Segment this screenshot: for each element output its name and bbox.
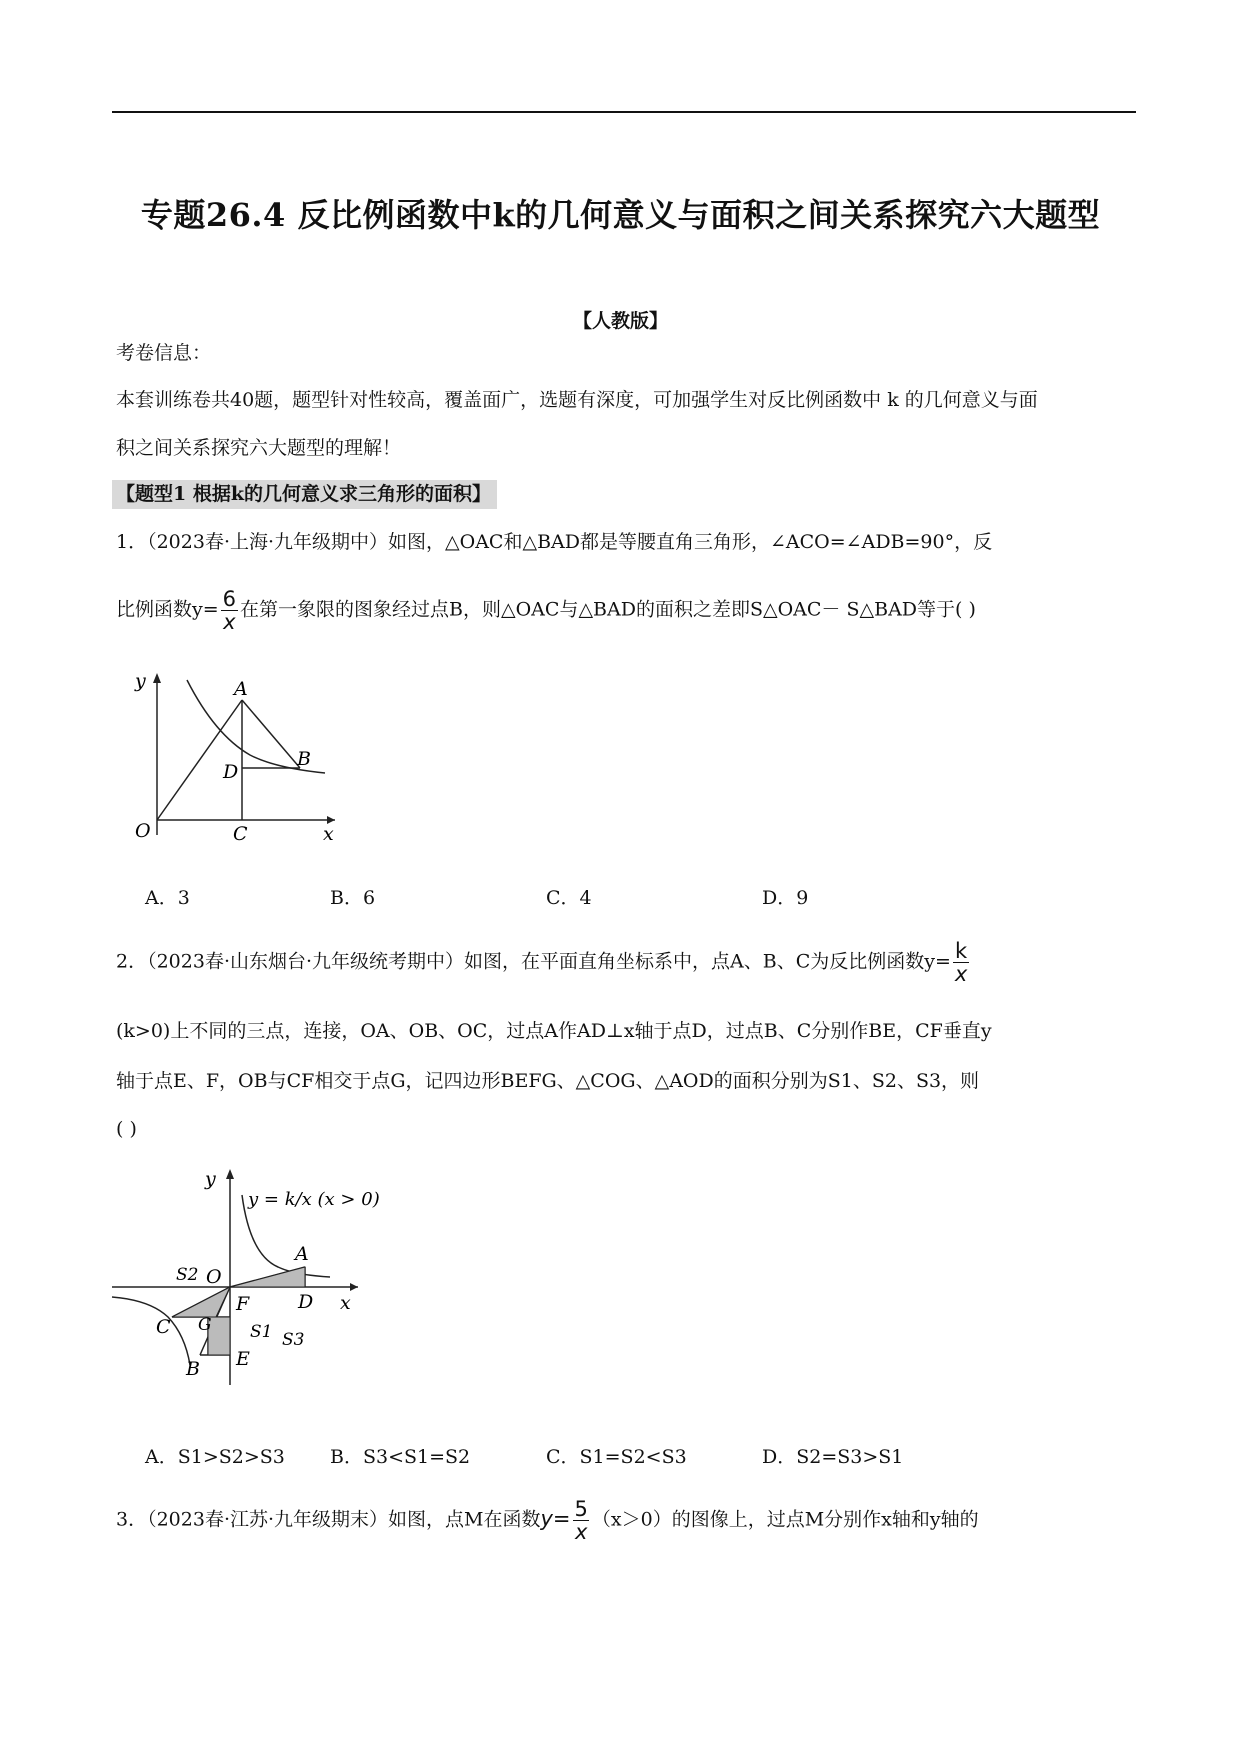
q2-line-3: 轴于点E、F，OB与CF相交于点G，记四边形BEFG、△COG、△AOD的面积分别为S1、S2、S3，则 [116,1070,980,1092]
q1-label-x: x [323,823,334,845]
intro-line-2: 积之间关系探究六大题型的理解！ [116,437,402,459]
q3-frac-lhs: y= [540,1506,571,1531]
q2-label-B: B [186,1358,200,1380]
q2-option-b[interactable]: B．S3<S1=S2 [330,1446,471,1468]
q2-option-a[interactable]: A．S1>S2>S3 [145,1446,285,1468]
q1-line-2 [116,588,976,633]
q2-frac-den: x [954,962,968,987]
exam-info-label: 考卷信息： [116,342,212,364]
section-heading-1: 【题型1 根据k的几何意义求三角形的面积】 [112,480,497,509]
q2-label-S3: S3 [282,1330,305,1350]
q1-label-B: B [297,748,311,770]
q1-label-O: O [135,820,151,842]
q2-line-4: ( ) [116,1118,137,1140]
q1-fraction [221,588,238,633]
q2-label-E: E [236,1348,250,1370]
q2-option-c[interactable]: C．S1=S2<S3 [546,1446,687,1468]
q1-option-d[interactable]: D．9 [762,887,809,909]
q2-equation: y = k/x (x > 0) [248,1189,380,1210]
q3-line-1 [116,1498,979,1543]
q2-fraction [953,940,969,985]
q1-figure [125,665,350,845]
page-title: 专题26.4 反比例函数中k的几何意义与面积之间关系探究六大题型 [140,196,1101,234]
top-rule [112,111,1136,113]
q2-line-1-pre: 2．（2023春·山东烟台·九年级统考期中）如图，在平面直角坐标系中，点A、B、C为反比例函数y= [116,950,951,973]
edition-label: 【人教版】 [572,310,668,332]
q1-line-2-post: 在第一象限的图象经过点B，则△OAC与△BAD的面积之差即S△OAC－ S△BAD等于( ) [240,598,976,621]
q2-label-A: A [295,1243,309,1265]
q3-line-1-post: （x＞0）的图像上，过点M分别作x轴和y轴的 [591,1508,979,1531]
q3-fraction [573,1498,590,1543]
q3-line-1-pre: 3．（2023春·江苏·九年级期末）如图，点M在函数 [116,1508,541,1531]
q2-label-S2: S2 [176,1265,199,1285]
q2-label-C: C [156,1316,171,1338]
q1-label-y: y [135,670,146,692]
q2-label-x: x [340,1292,351,1314]
q2-label-S1: S1 [250,1322,273,1342]
q3-frac-num: 5 [574,1497,588,1521]
q2-line-1 [116,940,971,985]
q2-label-G: G [198,1315,212,1335]
q1-option-a[interactable]: A．3 [145,887,190,909]
q2-option-d[interactable]: D．S2=S3>S1 [762,1446,904,1468]
intro-line-1: 本套训练卷共40题，题型针对性较高，覆盖面广，选题有深度，可加强学生对反比例函数中 k 的几何意义与面 [116,389,1038,411]
q2-label-F: F [236,1293,250,1315]
q1-line-2-pre: 比例函数y= [116,598,219,621]
q2-label-y: y [205,1168,216,1190]
q1-line-1: 1．（2023春·上海·九年级期中）如图，△OAC和△BAD都是等腰直角三角形，∠ACO=∠ADB=90°，反 [116,531,993,553]
q1-option-c[interactable]: C．4 [546,887,592,909]
q2-frac-num: k [955,939,968,963]
q2-label-D: D [298,1291,314,1313]
q2-label-O: O [206,1266,222,1288]
q3-frac-den: x [574,1520,588,1545]
q1-label-D: D [223,761,239,783]
q1-option-b[interactable]: B．6 [330,887,376,909]
q1-label-C: C [233,823,248,845]
q1-frac-den: x [223,610,236,635]
q1-label-A: A [234,678,248,700]
q2-figure [110,1165,390,1390]
q2-line-2: (k>0)上不同的三点，连接，OA、OB、OC，过点A作AD⊥x轴于点D，过点B、C分别作BE，CF垂直y [116,1020,992,1042]
q1-frac-num: 6 [222,587,237,611]
